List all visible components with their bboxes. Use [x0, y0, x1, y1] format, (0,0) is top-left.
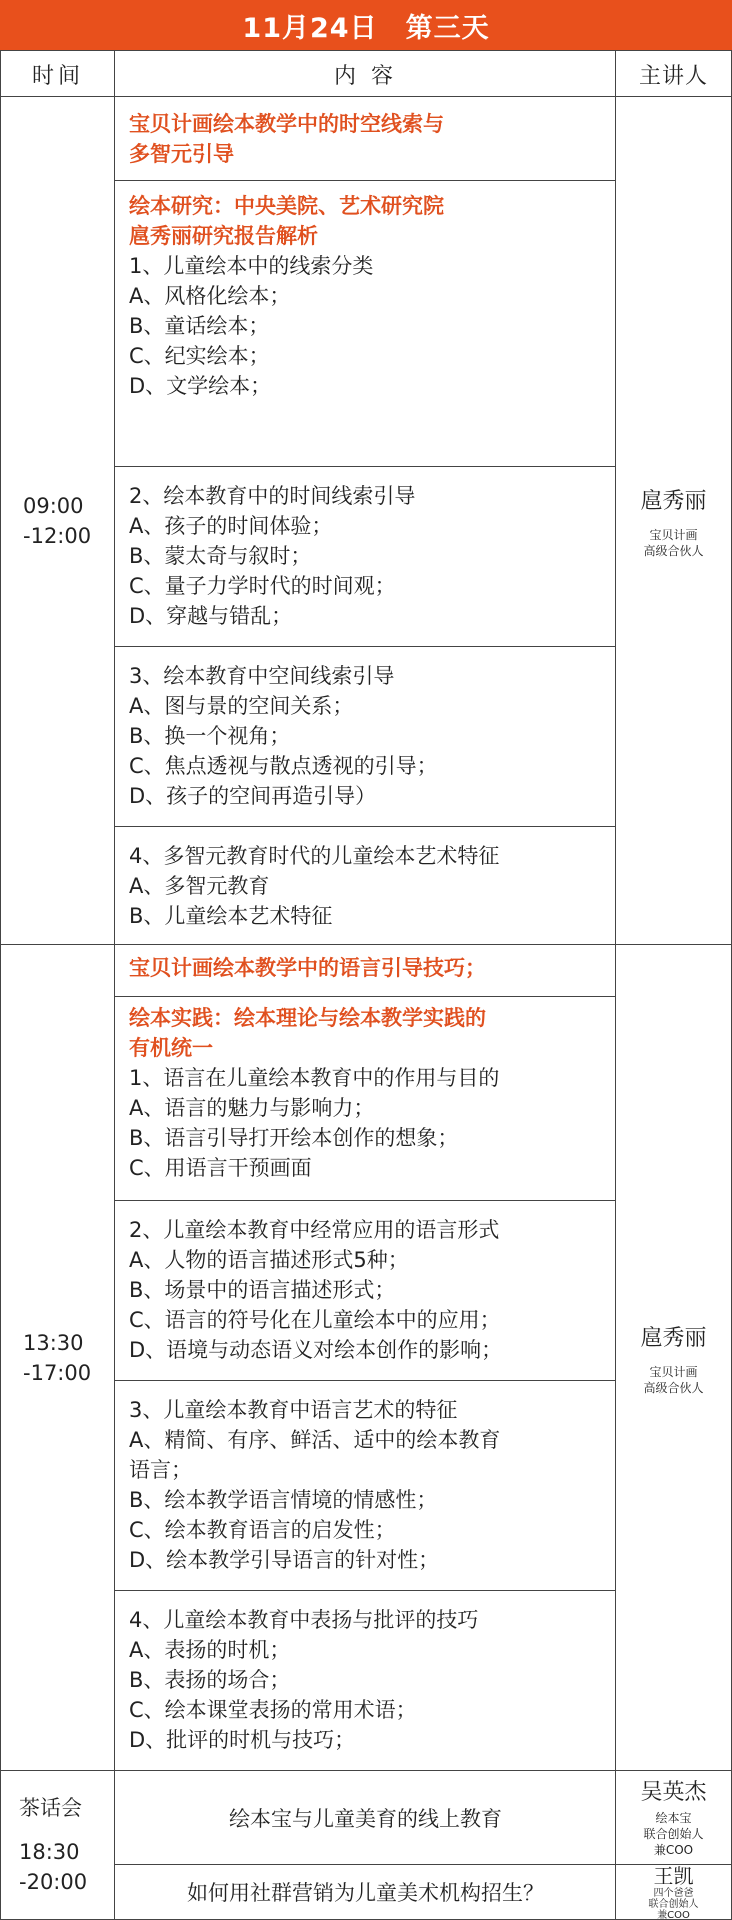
speaker-title	[643, 1364, 703, 1396]
outline-line: A、人物的语言描述形式5种；	[129, 1248, 409, 1272]
banner-date: 11月24日	[242, 12, 378, 44]
outline-line: D、语境与动态语义对绘本创作的影响；	[129, 1338, 503, 1362]
outline-line: A、孩子的时间体验；	[129, 514, 333, 538]
afternoon-block-5	[114, 1590, 617, 1772]
speaker-title-line: 兼COO	[657, 1910, 690, 1920]
tea-label: 茶话会	[19, 1796, 82, 1820]
outline-line: D、孩子的空间再造引导）	[129, 784, 377, 808]
morning-time-start: 09:00	[23, 494, 84, 518]
outline-line: B、蒙太奇与叙时；	[129, 544, 312, 568]
outline-line: 1、儿童绘本中的线索分类	[129, 254, 374, 278]
outline-line: B、语言引导打开绘本创作的想象；	[129, 1126, 459, 1150]
outline-line: A、精简、有序、鲜活、适中的绘本教育	[129, 1428, 501, 1452]
outline-line: C、语言的符号化在儿童绘本中的应用；	[129, 1308, 501, 1332]
outline-line: 4、儿童绘本教育中表扬与批评的技巧	[129, 1608, 479, 1632]
speaker-name: 扈秀丽	[640, 488, 707, 514]
banner-day: 第三天	[405, 12, 490, 44]
header-speaker: 主讲人	[615, 50, 732, 98]
morning-block-4	[114, 646, 617, 828]
speaker-title-line: 宝贝计画	[649, 1364, 698, 1379]
speaker-title-line: 联合创始人	[648, 1899, 699, 1910]
speaker-title-line: 联合创始人	[643, 1827, 704, 1841]
speaker-name: 扈秀丽	[640, 1325, 707, 1351]
afternoon-time	[0, 944, 116, 1772]
speaker-title-line: 四个爸爸	[653, 1888, 694, 1899]
outline-line: A、语言的魅力与影响力；	[129, 1096, 375, 1120]
morning-block-2	[114, 180, 617, 468]
speaker-name: 王凯	[653, 1864, 694, 1888]
outline-line: 语言；	[129, 1458, 192, 1482]
outline-line: B、换一个视角；	[129, 724, 291, 748]
afternoon-block-4	[114, 1380, 617, 1592]
morning-heading-line: 扈秀丽研究报告解析	[129, 224, 318, 248]
afternoon-block-1	[114, 944, 617, 998]
outline-line: D、批评的时机与技巧；	[129, 1728, 356, 1752]
outline-line: 3、儿童绘本教育中语言艺术的特征	[129, 1398, 458, 1422]
outline-line: 2、绘本教育中的时间线索引导	[129, 484, 416, 508]
morning-speaker	[615, 96, 732, 946]
outline-line: 1、语言在儿童绘本教育中的作用与目的	[129, 1066, 500, 1090]
speaker-title-line: 绘本宝	[655, 1811, 692, 1825]
afternoon-speaker	[615, 944, 732, 1772]
outline-line: B、儿童绘本艺术特征	[129, 904, 333, 928]
morning-block-3	[114, 466, 617, 648]
morning-block-5	[114, 826, 617, 946]
outline-line: D、穿越与错乱；	[129, 604, 293, 628]
outline-line: 2、儿童绘本教育中经常应用的语言形式	[129, 1218, 500, 1242]
afternoon-heading-line: 有机统一	[129, 1036, 213, 1060]
morning-block-1	[114, 96, 617, 182]
outline-line: C、量子力学时代的时间观；	[129, 574, 396, 598]
tea-speaker-1	[615, 1770, 732, 1866]
speaker-name: 吴英杰	[640, 1780, 707, 1805]
afternoon-block-2	[114, 996, 617, 1202]
outline-line: C、绘本教育语言的启发性；	[129, 1518, 396, 1542]
day-banner	[0, 0, 732, 50]
tea-talk-1: 绘本宝与儿童美育的线上教育	[114, 1770, 617, 1866]
outline-line: B、童话绘本；	[129, 314, 270, 338]
morning-topic-line: 宝贝计画绘本教学中的时空线索与	[129, 112, 444, 136]
outline-line: D、绘本教学引导语言的针对性；	[129, 1548, 440, 1572]
speaker-title	[643, 527, 703, 559]
morning-topic-line: 多智元引导	[129, 142, 234, 166]
outline-line: A、表扬的时机；	[129, 1638, 291, 1662]
header-content: 内 容	[114, 50, 617, 98]
outline-line: D、文学绘本；	[129, 374, 272, 398]
afternoon-block-3	[114, 1200, 617, 1382]
morning-time	[0, 96, 116, 946]
outline-line: C、用语言干预画面	[129, 1156, 312, 1180]
morning-time-end: -12:00	[23, 524, 92, 548]
tea-time-start: 18:30	[19, 1840, 80, 1864]
outline-line: C、绘本课堂表扬的常用术语；	[129, 1698, 417, 1722]
header-time: 时间	[0, 50, 116, 98]
morning-heading-line: 绘本研究：中央美院、艺术研究院	[129, 194, 444, 218]
speaker-title	[649, 1888, 699, 1920]
outline-line: B、绘本教学语言情境的情感性；	[129, 1488, 438, 1512]
speaker-title-line: 高级合伙人	[643, 1380, 704, 1395]
tea-speaker-2	[615, 1864, 732, 1920]
outline-line: 4、多智元教育时代的儿童绘本艺术特征	[129, 844, 500, 868]
afternoon-heading-line: 绘本实践：绘本理论与绘本教学实践的	[129, 1006, 486, 1030]
outline-line: C、纪实绘本；	[129, 344, 270, 368]
outline-line: 3、绘本教育中空间线索引导	[129, 664, 395, 688]
tea-time	[0, 1770, 116, 1920]
outline-line: A、图与景的空间关系；	[129, 694, 354, 718]
afternoon-topic-line: 宝贝计画绘本教学中的语言引导技巧；	[129, 956, 486, 980]
outline-line: A、多智元教育	[129, 874, 270, 898]
afternoon-time-start: 13:30	[23, 1331, 84, 1355]
speaker-title-line: 高级合伙人	[643, 543, 704, 558]
outline-line: B、场景中的语言描述形式；	[129, 1278, 396, 1302]
tea-talk-2: 如何用社群营销为儿童美术机构招生？	[114, 1864, 617, 1920]
outline-line: C、焦点透视与散点透视的引导；	[129, 754, 438, 778]
tea-time-end: -20:00	[19, 1870, 88, 1894]
outline-line: B、表扬的场合；	[129, 1668, 291, 1692]
speaker-title-line: 兼COO	[653, 1843, 694, 1857]
speaker-title-line: 宝贝计画	[649, 527, 698, 542]
speaker-title	[643, 1810, 703, 1858]
outline-line: A、风格化绘本；	[129, 284, 291, 308]
afternoon-time-end: -17:00	[23, 1361, 92, 1385]
